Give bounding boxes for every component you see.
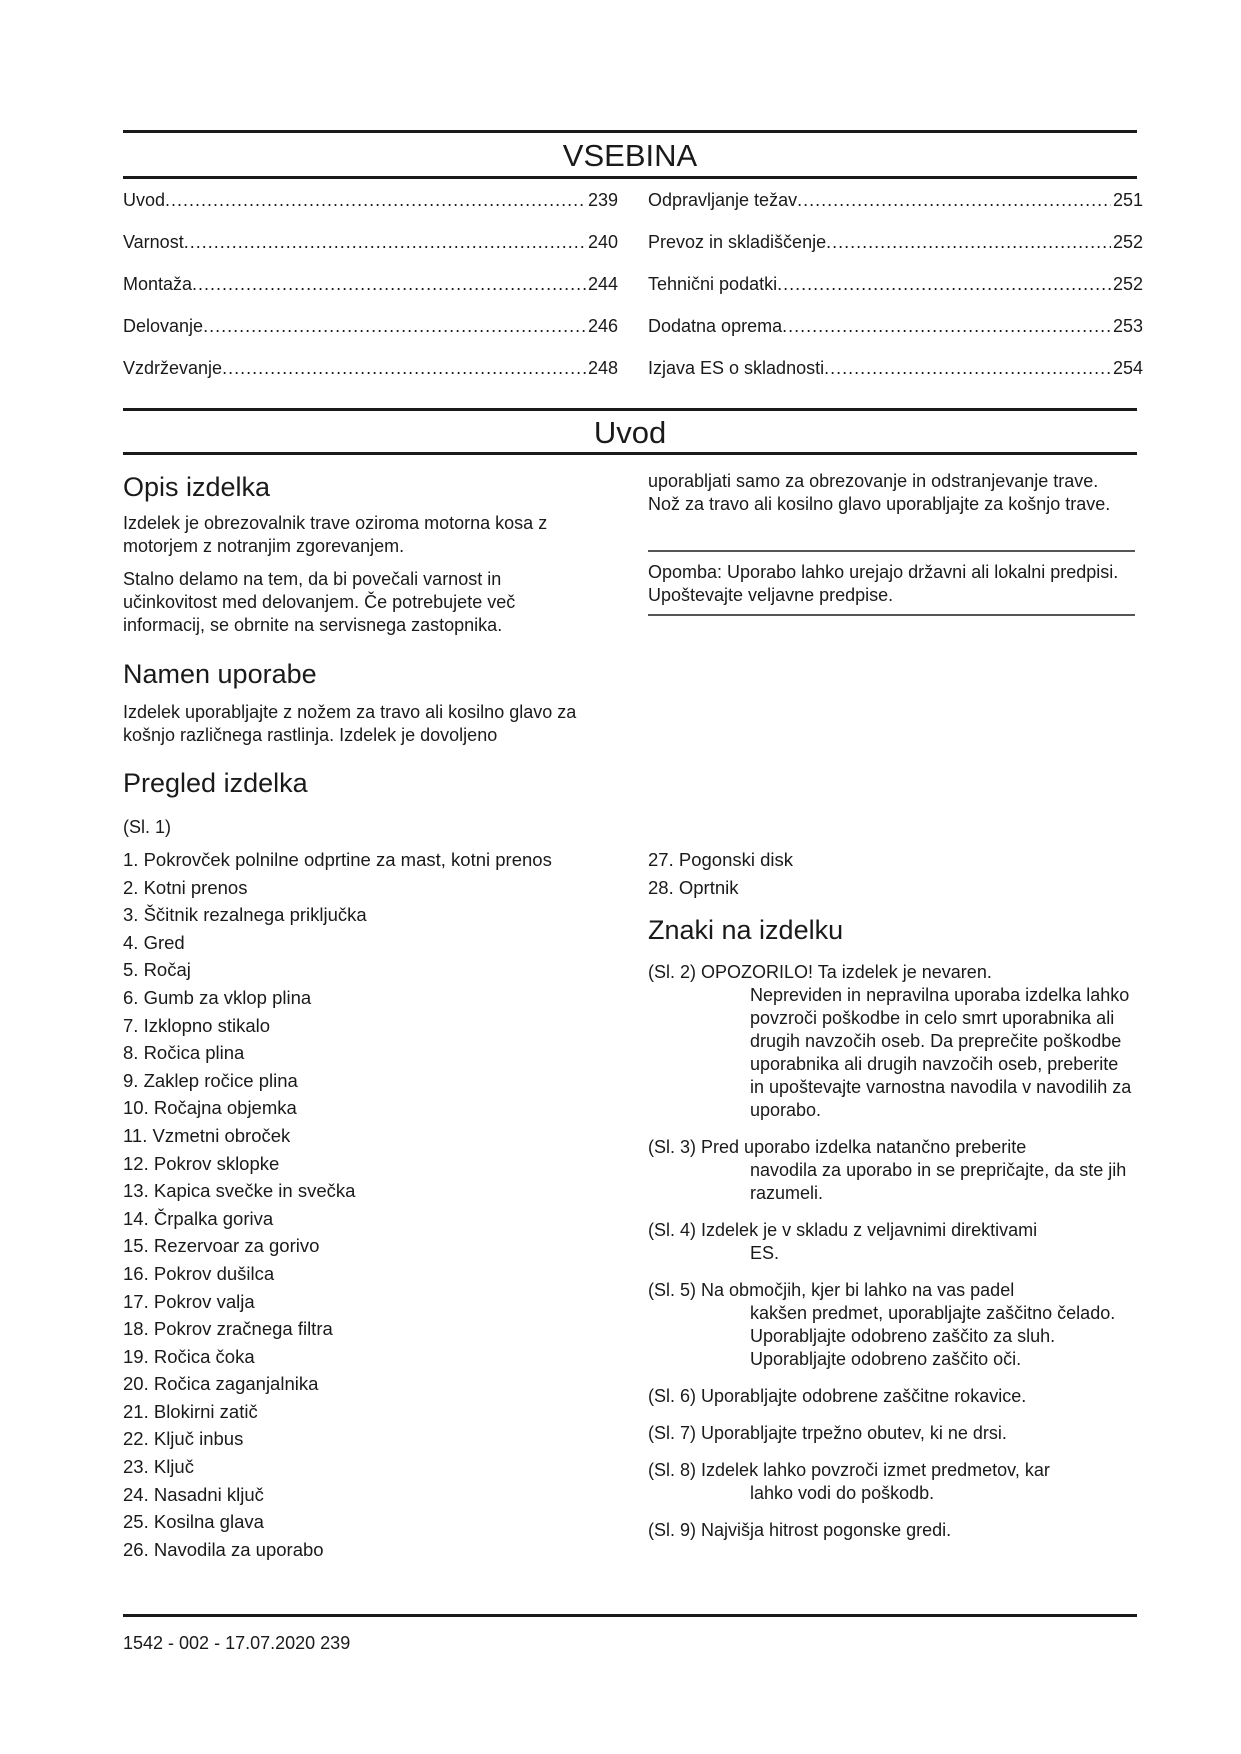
list-item: 9. Zaklep ročice plina <box>123 1069 298 1091</box>
toc-entry-label: Uvod <box>123 190 166 210</box>
footer-rule <box>123 1614 1137 1617</box>
section-bottom-rule <box>123 452 1137 455</box>
sign-item <box>648 1219 1135 1265</box>
list-item: 28. Oprtnik <box>648 876 739 898</box>
sign-first-line: Uporabljajte trpežno obutev, ki ne drsi. <box>701 1423 1007 1444</box>
list-item: 23. Ključ <box>123 1456 194 1478</box>
toc-title: VSEBINA <box>562 138 698 173</box>
toc-leader <box>777 273 1111 295</box>
sign-first-line: Izdelek je v skladu z veljavnimi direktivami <box>701 1220 1038 1241</box>
toc-entry[interactable] <box>123 189 618 231</box>
section-top-rule <box>123 408 1137 411</box>
list-item: 26. Navodila za uporabo <box>123 1538 324 1560</box>
sign-first-line: Najvišja hitrost pogonske gredi. <box>701 1520 952 1541</box>
list-item: 1. Pokrovček polnilne odprtine za mast, kotni prenos <box>123 849 552 870</box>
list-item: 18. Pokrov zračnega filtra <box>123 1318 333 1340</box>
toc-entry[interactable] <box>123 357 618 399</box>
toc-entry[interactable] <box>123 315 618 357</box>
note-body: Uporabo lahko urejajo državni ali lokalni predpisi. Upoštevajte veljavne predpise. <box>648 562 1119 605</box>
sign-item <box>648 1136 1135 1205</box>
toc-bottom-rule <box>123 176 1137 179</box>
sign-description: lahko vodi do poškodb. <box>750 1483 935 1504</box>
opis-paragraph-2: Stalno delamo na tem, da bi povečali varnost in učinkovitost med delovanjem. Če potrebujete več informacij, se obrnite na servisnega zastopnika. <box>123 569 516 635</box>
toc-leader <box>797 189 1111 211</box>
sign-figure-ref: (Sl. 8) <box>648 1460 697 1481</box>
toc-leader <box>826 231 1111 253</box>
list-item: 16. Pokrov dušilca <box>123 1262 275 1284</box>
toc-entry-label: Varnost <box>123 232 184 252</box>
sign-description: navodila za uporabo in se prepričajte, da ste jih razumeli. <box>750 1160 1127 1204</box>
sign-first-line: Pred uporabo izdelka natančno preberite <box>701 1137 1027 1158</box>
toc-entry-label: Vzdrževanje <box>123 358 223 378</box>
sign-first-line: Na območjih, kjer bi lahko na vas padel <box>701 1280 1015 1301</box>
list-item: 21. Blokirni zatič <box>123 1400 258 1422</box>
pregled-section <box>123 766 593 839</box>
sign-description: Nepreviden in nepravilna uporaba izdelka lahko povzroči poškodbe in celo smrt uporabnika ali drugih navzočih oseb. Da preprečite poškodbe uporabnika ali drugih navzočih oseb, preberite in upoštevajte varnostna navodila v navodilih za uporabo. <box>750 985 1132 1121</box>
page-footer <box>123 1633 350 1654</box>
toc-entry[interactable] <box>648 357 1143 399</box>
sign-figure-ref: (Sl. 5) <box>648 1280 697 1301</box>
sign-figure-ref: (Sl. 4) <box>648 1220 697 1241</box>
toc-entry-page: 252 <box>1112 274 1143 294</box>
toc-entry-label: Prevoz in skladiščenje <box>648 232 827 252</box>
intro-right-column <box>648 470 1135 516</box>
intro-left-column <box>123 470 593 747</box>
pregled-figure-ref: (Sl. 1) <box>123 817 172 837</box>
list-item: 8. Ročica plina <box>123 1042 245 1064</box>
list-item: 14. Črpalka goriva <box>123 1207 274 1229</box>
toc-left-column <box>123 189 618 399</box>
toc-entry-page: 252 <box>1112 232 1143 252</box>
list-item: 19. Ročica čoka <box>123 1345 255 1367</box>
list-item: 13. Kapica svečke in svečka <box>123 1180 356 1202</box>
list-item: 11. Vzmetni obroček <box>123 1124 291 1146</box>
toc-entry-label: Tehnični podatki <box>648 274 778 294</box>
sign-item <box>648 1519 1135 1542</box>
toc-entry-page: 253 <box>1112 316 1143 336</box>
sign-item <box>648 1422 1135 1445</box>
toc-entry[interactable] <box>123 273 618 315</box>
toc-leader <box>184 231 586 253</box>
toc-leader <box>203 315 586 337</box>
sign-figure-ref: (Sl. 7) <box>648 1423 697 1444</box>
signs-list <box>648 961 1135 1542</box>
list-item: 2. Kotni prenos <box>123 876 248 898</box>
footer-document-code: 1542 - 002 - 17.07.2020 <box>123 1633 316 1653</box>
list-item: 12. Pokrov sklopke <box>123 1152 280 1174</box>
list-item: 6. Gumb za vklop plina <box>123 986 312 1008</box>
sign-description: ES. <box>750 1243 780 1264</box>
toc-entry-page: 248 <box>587 358 618 378</box>
note-label: Opomba: <box>648 562 723 582</box>
sign-figure-ref: (Sl. 2) <box>648 962 697 983</box>
toc-entry-page: 251 <box>1112 190 1143 210</box>
toc-entry[interactable] <box>648 189 1143 231</box>
toc-entry[interactable] <box>648 315 1143 357</box>
list-item: 24. Nasadni ključ <box>123 1483 264 1505</box>
toc-entry-label: Odpravljanje težav <box>648 190 798 210</box>
toc-entry-page: 246 <box>587 316 618 336</box>
toc-entry[interactable] <box>123 231 618 273</box>
list-item: 25. Kosilna glava <box>123 1511 264 1533</box>
list-item: 3. Ščitnik rezalnega priključka <box>123 904 367 926</box>
toc-entry-page: 239 <box>587 190 618 210</box>
list-item: 4. Gred <box>123 931 185 953</box>
toc-leader <box>824 357 1111 379</box>
sign-figure-ref: (Sl. 9) <box>648 1520 697 1541</box>
sign-item <box>648 1385 1135 1408</box>
toc-leader <box>192 273 586 295</box>
sign-first-line: Izdelek lahko povzroči izmet predmetov, kar <box>701 1460 1050 1481</box>
toc-entry[interactable] <box>648 231 1143 273</box>
list-item: 15. Rezervoar za gorivo <box>123 1235 320 1257</box>
page-number: 239 <box>320 1633 351 1653</box>
list-item: 17. Pokrov valja <box>123 1290 255 1312</box>
namen-paragraph: Izdelek uporabljajte z nožem za travo ali kosilno glavo za košnjo različnega rastlinja. Izdelek je dovoljeno <box>123 702 577 745</box>
sign-first-line: Uporabljajte odobrene zaščitne rokavice. <box>701 1386 1027 1407</box>
znaki-heading: Znaki na izdelku <box>648 915 844 946</box>
namen-paragraph-continued: uporabljati samo za obrezovanje in odstranjevanje trave. Nož za travo ali kosilno glavo uporabljajte za košnjo trave. <box>648 471 1111 514</box>
toc-entry-page: 240 <box>587 232 618 252</box>
note-top-rule <box>648 550 1135 552</box>
toc-leader <box>222 357 586 379</box>
toc-entry-page: 244 <box>587 274 618 294</box>
toc-entry-label: Izjava ES o skladnosti <box>648 358 825 378</box>
toc-leader <box>165 189 586 211</box>
toc-entry-label: Delovanje <box>123 316 204 336</box>
sign-figure-ref: (Sl. 3) <box>648 1137 697 1158</box>
sign-item <box>648 1459 1135 1505</box>
toc-entry-page: 254 <box>1112 358 1143 378</box>
list-item: 20. Ročica zaganjalnika <box>123 1373 319 1395</box>
sign-description: kakšen predmet, uporabljajte zaščitno čelado. Uporabljajte odobreno zaščito za sluh. Uporabljajte odobreno zaščito oči. <box>750 1303 1116 1370</box>
list-item: 7. Izklopno stikalo <box>123 1014 271 1036</box>
toc-right-column <box>648 189 1143 399</box>
pregled-heading: Pregled izdelka <box>123 768 308 798</box>
list-item: 22. Ključ inbus <box>123 1428 244 1450</box>
note-bottom-rule <box>648 614 1135 616</box>
toc-leader <box>782 315 1111 337</box>
opis-paragraph-1: Izdelek je obrezovalnik trave oziroma motorna kosa z motorjem z notranjim zgorevanjem. <box>123 513 548 556</box>
parts-list-right <box>648 846 1135 1556</box>
parts-list-left <box>123 846 593 1563</box>
toc-entry[interactable] <box>648 273 1143 315</box>
section-title: Uvod <box>593 415 667 450</box>
toc-entry-label: Dodatna oprema <box>648 316 783 336</box>
sign-figure-ref: (Sl. 6) <box>648 1386 697 1407</box>
list-item: 10. Ročajna objemka <box>123 1097 297 1119</box>
namen-heading: Namen uporabe <box>123 659 317 689</box>
toc-entry-label: Montaža <box>123 274 193 294</box>
note-text <box>648 561 1135 607</box>
note-box <box>648 561 1135 607</box>
toc-top-rule <box>123 130 1137 133</box>
sign-item <box>648 1279 1135 1371</box>
opis-heading: Opis izdelka <box>123 472 271 502</box>
sign-first-line: OPOZORILO! Ta izdelek je nevaren. <box>701 962 992 983</box>
list-item: 27. Pogonski disk <box>648 849 794 870</box>
list-item: 5. Ročaj <box>123 959 191 981</box>
sign-item <box>648 961 1135 1122</box>
